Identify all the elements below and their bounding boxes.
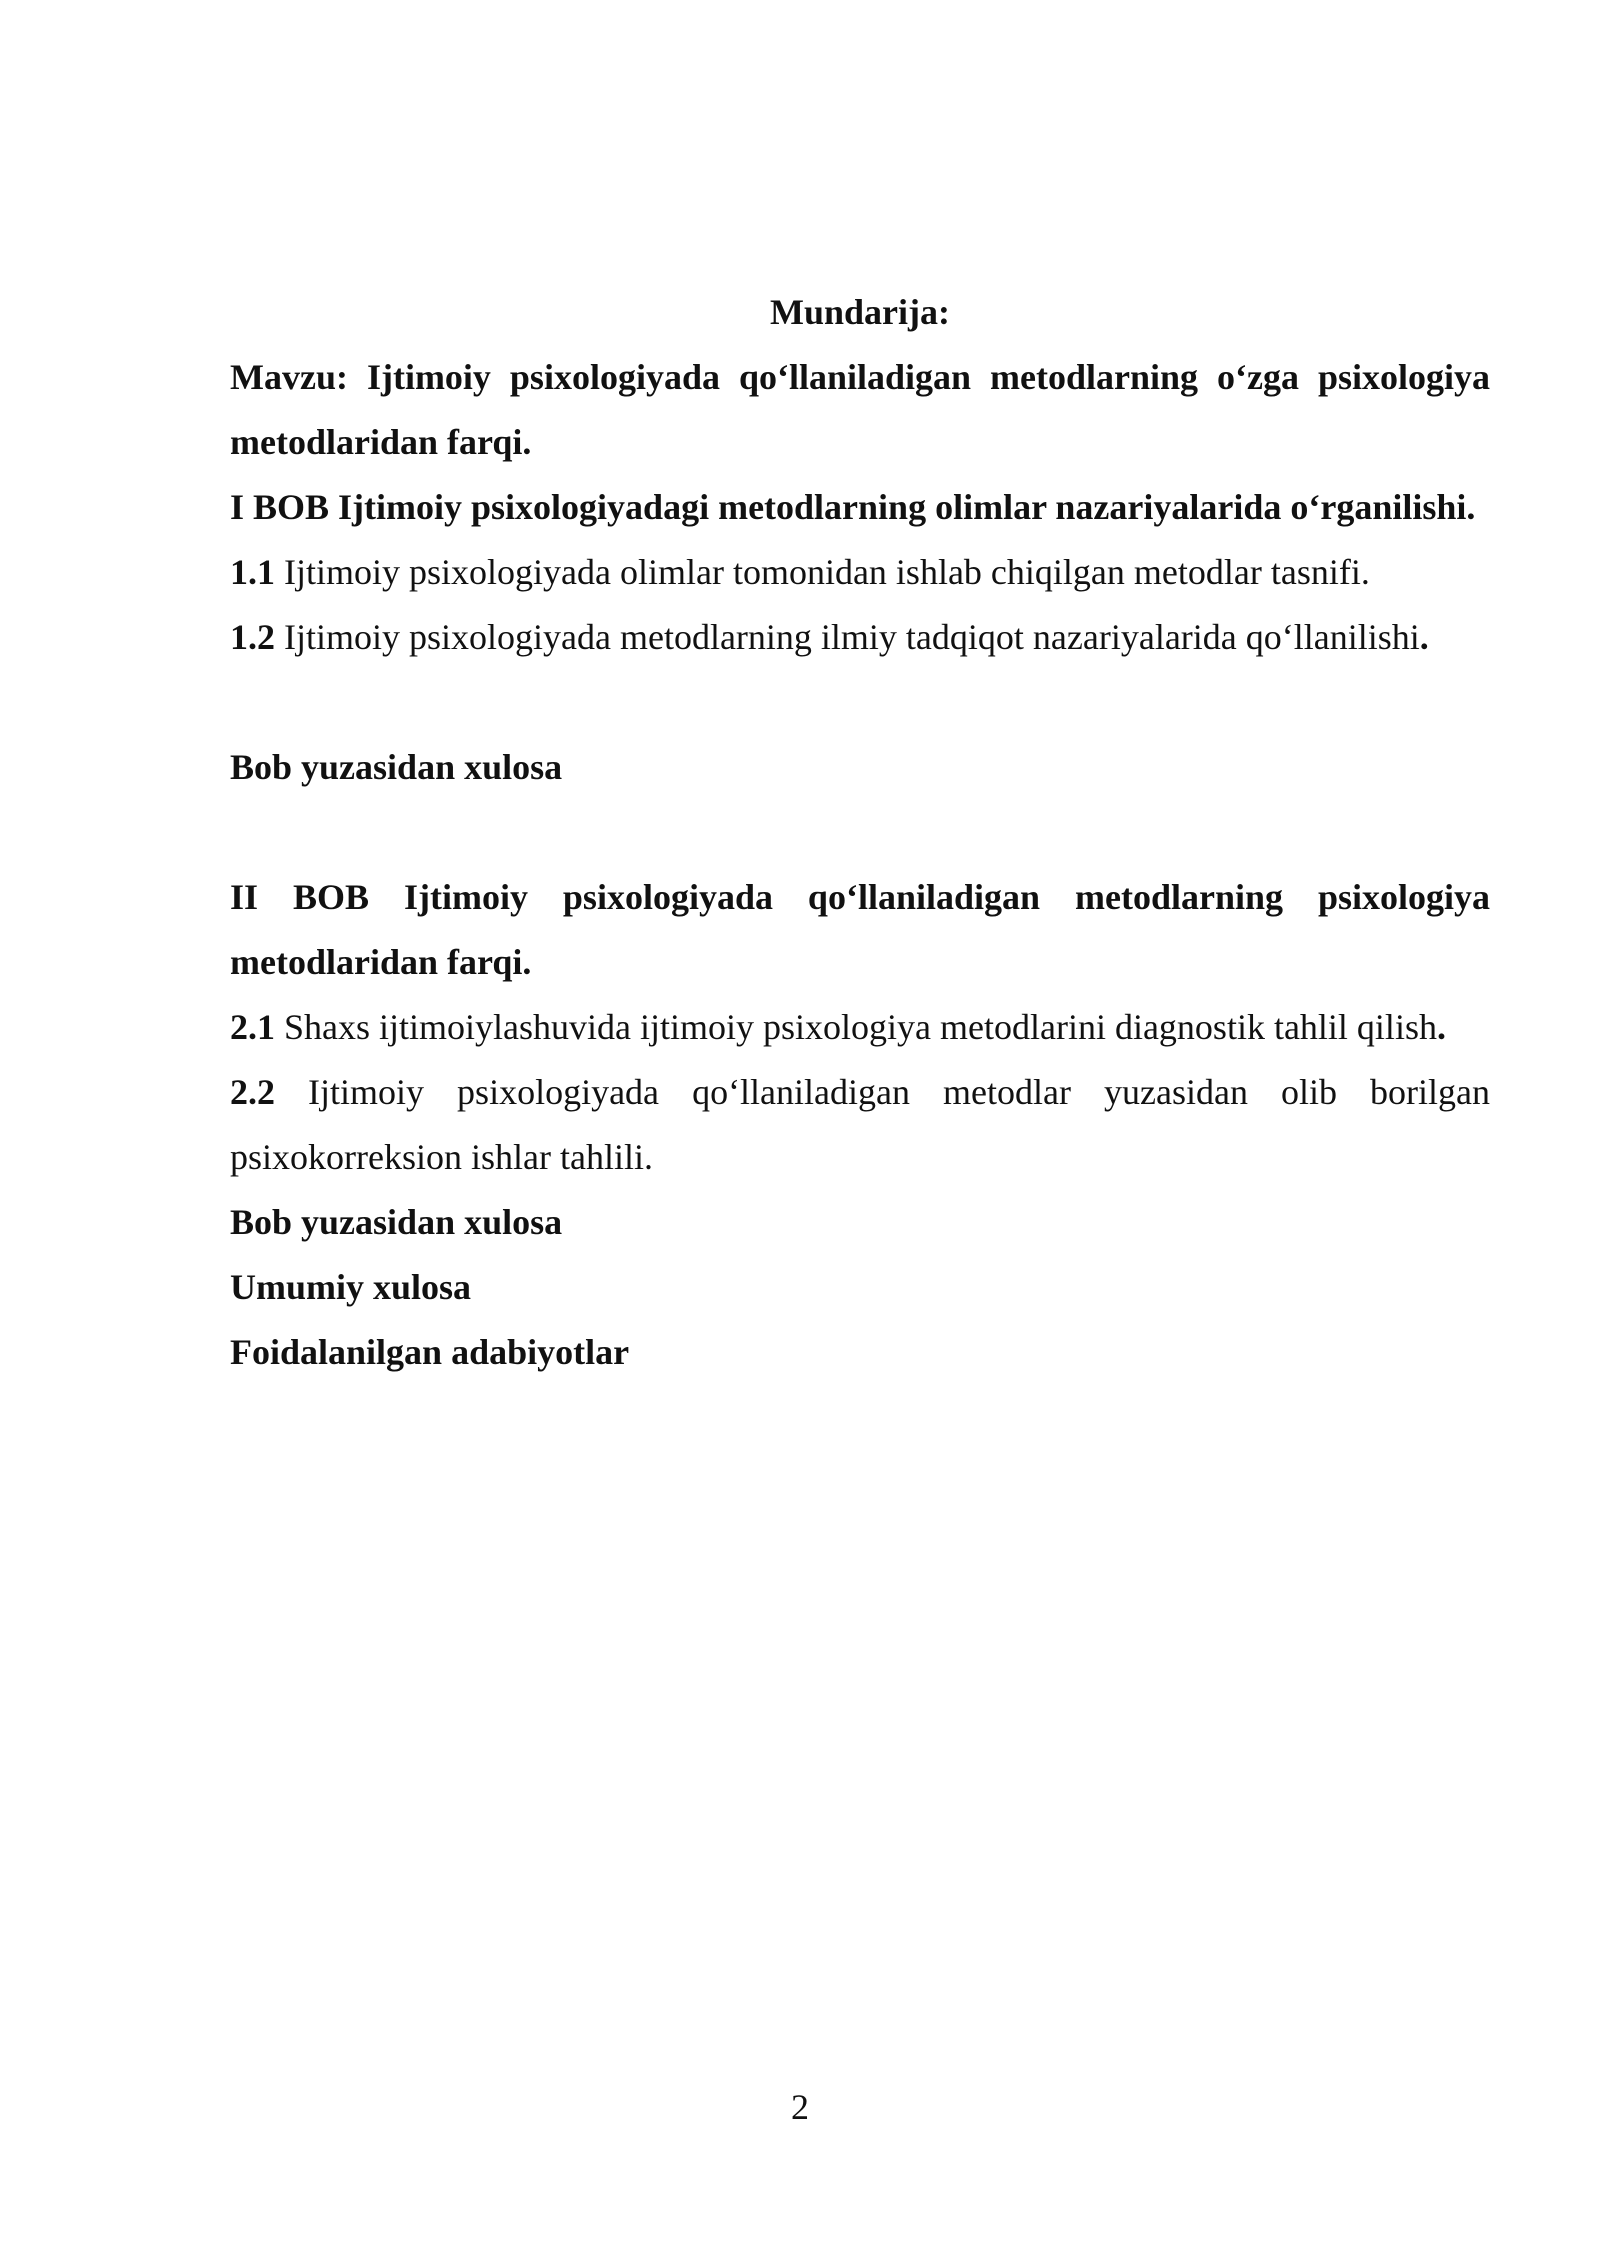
section-number: 2.1 <box>230 1007 275 1047</box>
toc-title: Mundarija: <box>770 292 950 332</box>
section-trailing-period: . <box>1436 1007 1446 1047</box>
section-trailing-period: . <box>1419 617 1429 657</box>
references-heading: Foidalanilgan adabiyotlar <box>230 1332 630 1372</box>
section-number: 1.2 <box>230 617 275 657</box>
section-text: Ijtimoiy psixologiyada metodlarning ilmiy tadqiqot nazariyalarida qo‘llanilishi <box>275 617 1420 657</box>
table-of-contents <box>230 280 1490 1385</box>
spacer <box>230 670 1490 735</box>
section-1-1 <box>230 540 1490 605</box>
section-text: Shaxs ijtimoiylashuvida ijtimoiy psixologiya metodlarini diagnostik tahlil qilish <box>275 1007 1437 1047</box>
section-text: Ijtimoiy psixologiyada olimlar tomonidan ishlab chiqilgan metodlar tasnifi. <box>275 552 1370 592</box>
chapter-1-heading: I BOB Ijtimoiy psixologiyadagi metodlarning olimlar nazariyalarida o‘rganilishi. <box>230 487 1476 527</box>
section-1-2 <box>230 605 1490 670</box>
section-number: 1.1 <box>230 552 275 592</box>
topic-line: Mavzu: Ijtimoiy psixologiyada qo‘llaniladigan metodlarning o‘zga psixologiya metodlaridan farqi. <box>230 357 1490 462</box>
spacer <box>230 800 1490 865</box>
section-2-2 <box>230 1060 1490 1190</box>
chapter-1-conclusion: Bob yuzasidan xulosa <box>230 747 563 787</box>
chapter-2-heading: II BOB Ijtimoiy psixologiyada qo‘llaniladigan metodlarning psixologiya metodlaridan farqi. <box>230 877 1490 982</box>
section-2-1 <box>230 995 1490 1060</box>
section-text: Ijtimoiy psixologiyada qo‘llaniladigan metodlar yuzasidan olib borilgan psixokorreksion ishlar tahlili. <box>230 1072 1490 1177</box>
general-conclusion: Umumiy xulosa <box>230 1267 472 1307</box>
section-number: 2.2 <box>230 1072 275 1112</box>
page-number: 2 <box>791 2087 809 2127</box>
chapter-2-conclusion: Bob yuzasidan xulosa <box>230 1202 563 1242</box>
